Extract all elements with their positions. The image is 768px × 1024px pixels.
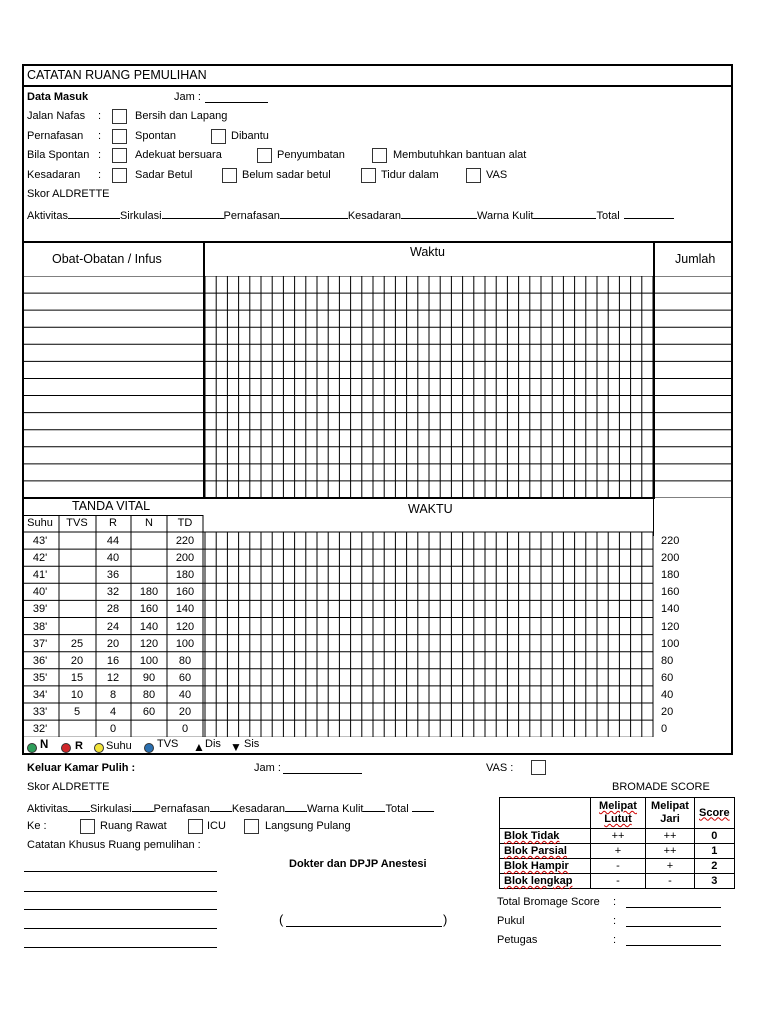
kesadaran-label: Kesadaran: [27, 169, 81, 181]
bersih-checkbox[interactable]: [112, 109, 127, 124]
bromade-row: Blok Hampir - + 2: [500, 859, 735, 874]
vital-cell: 42': [32, 552, 48, 565]
vital-scale-label: 80: [661, 654, 674, 667]
vital-cell: 90: [142, 671, 156, 684]
colon: :: [98, 169, 102, 181]
note-line[interactable]: [24, 891, 217, 892]
vital-cell: 41': [32, 569, 48, 582]
vital-scale-label: 200: [661, 552, 680, 565]
vital-scale-label: 40: [661, 688, 674, 701]
suhu-legend-label: Suhu: [106, 740, 132, 752]
bromade-table: [499, 797, 735, 889]
pernafasan-score-label: Pernafasan: [223, 210, 280, 222]
vital-cell: 4: [109, 706, 117, 718]
vital-col-header: TVS: [66, 517, 88, 529]
vital-cell: 40: [106, 552, 120, 565]
jam-masuk-label: Jam :: [174, 91, 201, 103]
petugas-label: Petugas: [497, 934, 538, 946]
petugas-field[interactable]: [626, 934, 721, 946]
aktivitas-label: Aktivitas: [27, 803, 68, 815]
bromade-row: Blok Tidak ++ ++ 0: [500, 829, 735, 844]
colon: :: [613, 896, 617, 908]
title-divider: [22, 85, 733, 87]
dibantu-checkbox[interactable]: [211, 129, 226, 144]
vital-cell: 140: [175, 603, 195, 616]
vital-cell: 34': [32, 688, 48, 701]
skor-aldrette-keluar-label: Skor ALDRETTE: [27, 781, 110, 793]
tidur-label: Tidur dalam: [381, 169, 439, 181]
tvs-legend-dot: [144, 743, 154, 753]
obat-waktu-header: Waktu: [410, 245, 445, 259]
vital-cell: 200: [175, 552, 195, 565]
r-legend-dot: [61, 743, 71, 753]
vital-scale-label: 60: [661, 671, 674, 684]
colon: :: [98, 149, 102, 161]
colon: :: [613, 915, 617, 927]
vital-cell: 20: [70, 654, 84, 667]
bromade-row: Blok lengkap - - 3: [500, 874, 735, 889]
bromade-row: Blok Parsial + ++ 1: [500, 844, 735, 859]
catatan-khusus-label: Catatan Khusus Ruang pemulihan :: [27, 839, 201, 851]
vital-scale-label: 160: [661, 586, 680, 599]
sis-legend-label: Sis: [244, 738, 260, 750]
aldrette-masuk-row: [27, 208, 674, 222]
vital-cell: 25: [70, 637, 84, 650]
vas-label: VAS: [486, 169, 508, 181]
vital-cell: 37': [32, 637, 48, 650]
sirkulasi-field[interactable]: [162, 208, 224, 219]
triangle-up-icon: ▲: [193, 740, 205, 754]
vital-cell: 160: [175, 586, 195, 599]
vas-keluar-checkbox[interactable]: [531, 760, 546, 775]
vital-cell: 43': [32, 535, 48, 547]
vital-cell: 32': [32, 723, 48, 736]
vital-cell: 140: [139, 620, 159, 633]
vital-col-header: R: [109, 517, 117, 529]
warna-kulit-keluar-field[interactable]: [363, 801, 385, 812]
total-field[interactable]: [624, 208, 674, 219]
vital-scale-label: 180: [661, 569, 680, 582]
vital-cell: 60: [142, 706, 156, 718]
vital-scale-label: 0: [661, 723, 668, 736]
tvs-legend-label: TVS: [157, 738, 179, 750]
note-line[interactable]: [24, 871, 217, 872]
membutuhkan-label: Membutuhkan bantuan alat: [393, 149, 527, 161]
sadar-checkbox[interactable]: [112, 168, 127, 183]
membutuhkan-checkbox[interactable]: [372, 148, 387, 163]
vital-cell: 10: [70, 688, 84, 701]
bila-spontan-label: Bila Spontan: [27, 149, 90, 161]
vas-keluar-label: VAS :: [486, 762, 514, 774]
vital-cell: 180: [139, 586, 159, 599]
vital-cell: 35': [32, 671, 48, 684]
note-line[interactable]: [24, 928, 217, 929]
langsung-pulang-checkbox[interactable]: [244, 819, 259, 834]
adekuat-label: Adekuat bersuara: [135, 149, 222, 161]
dibantu-label: Dibantu: [231, 130, 269, 142]
vital-cell: 80: [142, 688, 156, 701]
dokter-label: Dokter dan DPJP Anestesi: [289, 858, 427, 870]
vital-cell: 100: [139, 654, 159, 667]
note-line[interactable]: [24, 947, 217, 948]
skor-aldrette-label: Skor ALDRETTE: [27, 188, 110, 200]
pukul-label: Pukul: [497, 915, 525, 927]
belum-sadar-label: Belum sadar betul: [242, 169, 331, 181]
obat-header: Obat-Obatan / Infus: [52, 252, 162, 266]
vital-cell: 39': [32, 603, 48, 616]
warna-kulit-label: Warna Kulit: [477, 210, 534, 222]
vital-cell: 16: [106, 654, 120, 667]
vital-cell: 160: [139, 603, 159, 616]
vital-col-header: TD: [177, 517, 193, 529]
suhu-legend-dot: [94, 743, 104, 753]
signature-open-paren: (: [279, 912, 284, 927]
dis-legend-label: Dis: [205, 738, 221, 750]
vital-col-header: Suhu: [27, 517, 53, 529]
pernafasan-label: Pernafasan: [153, 803, 210, 815]
aktivitas-field[interactable]: [68, 208, 120, 219]
total-bromage-label: Total Bromage Score: [497, 896, 600, 908]
vital-cell: 80: [178, 654, 192, 667]
kesadaran-label: Kesadaran: [231, 803, 286, 815]
vital-cell: 36': [32, 654, 48, 667]
note-line[interactable]: [24, 909, 217, 910]
obat-top-border: [22, 241, 733, 243]
vital-cell: 15: [70, 671, 84, 684]
penyumbatan-checkbox[interactable]: [257, 148, 272, 163]
langsung-pulang-label: Langsung Pulang: [265, 820, 351, 832]
colon: :: [613, 934, 617, 946]
pernafasan-label: Pernafasan: [27, 130, 84, 142]
penyumbatan-label: Penyumbatan: [277, 149, 345, 161]
data-masuk-label: Data Masuk: [27, 91, 89, 103]
vital-scale-label: 220: [661, 535, 680, 547]
spontan-label: Spontan: [135, 130, 176, 142]
kesadaran-score-label: Kesadaran: [347, 210, 402, 222]
vital-col-header: N: [145, 517, 153, 529]
jam-keluar-label: Jam :: [254, 762, 281, 774]
vital-cell: 20: [106, 637, 120, 650]
vital-scale-label: 100: [661, 637, 680, 650]
total-label: Total: [596, 210, 620, 222]
ke-label: Ke :: [27, 820, 47, 832]
vital-cell: 20: [178, 706, 192, 718]
vital-cell: 100: [175, 637, 195, 650]
vas-checkbox[interactable]: [466, 168, 481, 183]
vital-cell: 40: [178, 688, 192, 701]
adekuat-checkbox[interactable]: [112, 148, 127, 163]
sirkulasi-label: Sirkulasi: [119, 210, 162, 222]
vital-scale-label: 20: [661, 706, 674, 718]
n-legend-label: N: [40, 739, 49, 751]
vital-scale-label: 140: [661, 603, 680, 616]
bersih-label: Bersih dan Lapang: [135, 110, 228, 122]
jalan-nafas-label: Jalan Nafas: [27, 110, 86, 122]
warna-kulit-field[interactable]: [533, 208, 596, 219]
vital-cell: 44: [106, 535, 120, 547]
vital-cell: 33': [32, 706, 48, 718]
melipat-jari-header: Melipat Jari: [646, 798, 695, 829]
jam-masuk-field[interactable]: [205, 91, 268, 103]
pernafasan-field[interactable]: [280, 208, 348, 219]
vital-cell: 24: [106, 620, 120, 633]
r-legend-label: R: [75, 740, 83, 752]
signature-field[interactable]: [286, 914, 442, 927]
vital-cell: 0: [109, 723, 117, 736]
vital-cell: 40': [32, 586, 48, 599]
icu-checkbox[interactable]: [188, 819, 203, 834]
colon: :: [98, 110, 102, 122]
triangle-down-icon: ▼: [230, 740, 242, 754]
vital-cell: 5: [73, 706, 81, 718]
kesadaran-keluar-field[interactable]: [285, 801, 307, 812]
tanda-vital-header: TANDA VITAL: [72, 499, 151, 513]
vital-cell: 38': [32, 620, 48, 633]
vital-cell: 36: [106, 569, 120, 582]
tidur-checkbox[interactable]: [361, 168, 376, 183]
vital-cell: 180: [175, 569, 195, 582]
total-keluar-field[interactable]: [412, 801, 434, 812]
bromade-corner: [500, 798, 591, 829]
melipat-lutut-header: Melipat Lutut: [591, 798, 646, 829]
vital-cell: 0: [181, 723, 189, 736]
jam-keluar-field[interactable]: [283, 762, 362, 774]
pernafasan-keluar-field[interactable]: [210, 801, 232, 812]
obat-time-grid[interactable]: [22, 276, 733, 498]
sirkulasi-label: Sirkulasi: [89, 803, 132, 815]
total-label: Total: [385, 803, 409, 815]
sirkulasi-keluar-field[interactable]: [132, 801, 154, 812]
kesadaran-field[interactable]: [401, 208, 477, 219]
ruang-rawat-label: Ruang Rawat: [100, 820, 167, 832]
keluar-title: Keluar Kamar Pulih :: [27, 762, 136, 774]
belum-sadar-checkbox[interactable]: [222, 168, 237, 183]
vital-waktu-header: WAKTU: [408, 502, 453, 516]
icu-label: ICU: [207, 820, 226, 832]
pukul-field[interactable]: [626, 915, 721, 927]
vital-cell: 120: [139, 637, 159, 650]
vital-cell: 120: [175, 620, 195, 633]
bromade-title: BROMADE SCORE: [612, 781, 710, 793]
page-title: CATATAN RUANG PEMULIHAN: [27, 68, 207, 82]
spontan-checkbox[interactable]: [112, 129, 127, 144]
n-legend-dot: [27, 743, 37, 753]
vital-cell: 60: [178, 671, 192, 684]
aldrette-keluar-row: [27, 801, 434, 815]
vital-time-grid[interactable]: [22, 515, 733, 737]
vital-scale-label: 120: [661, 620, 680, 633]
score-header: Score: [695, 798, 735, 829]
aktivitas-keluar-field[interactable]: [68, 801, 90, 812]
vital-cell: 32: [106, 586, 120, 599]
sadar-label: Sadar Betul: [135, 169, 193, 181]
obat-jumlah-header: Jumlah: [675, 252, 716, 266]
signature-close-paren: ): [443, 912, 448, 927]
total-bromage-field[interactable]: [626, 896, 721, 908]
colon: :: [98, 130, 102, 142]
warna-kulit-label: Warna Kulit: [307, 803, 364, 815]
ruang-rawat-checkbox[interactable]: [80, 819, 95, 834]
vital-cell: 220: [175, 535, 195, 547]
vital-cell: 8: [109, 688, 117, 701]
vital-cell: 12: [106, 671, 120, 684]
aktivitas-label: Aktivitas: [27, 210, 68, 222]
vital-cell: 28: [106, 603, 120, 616]
